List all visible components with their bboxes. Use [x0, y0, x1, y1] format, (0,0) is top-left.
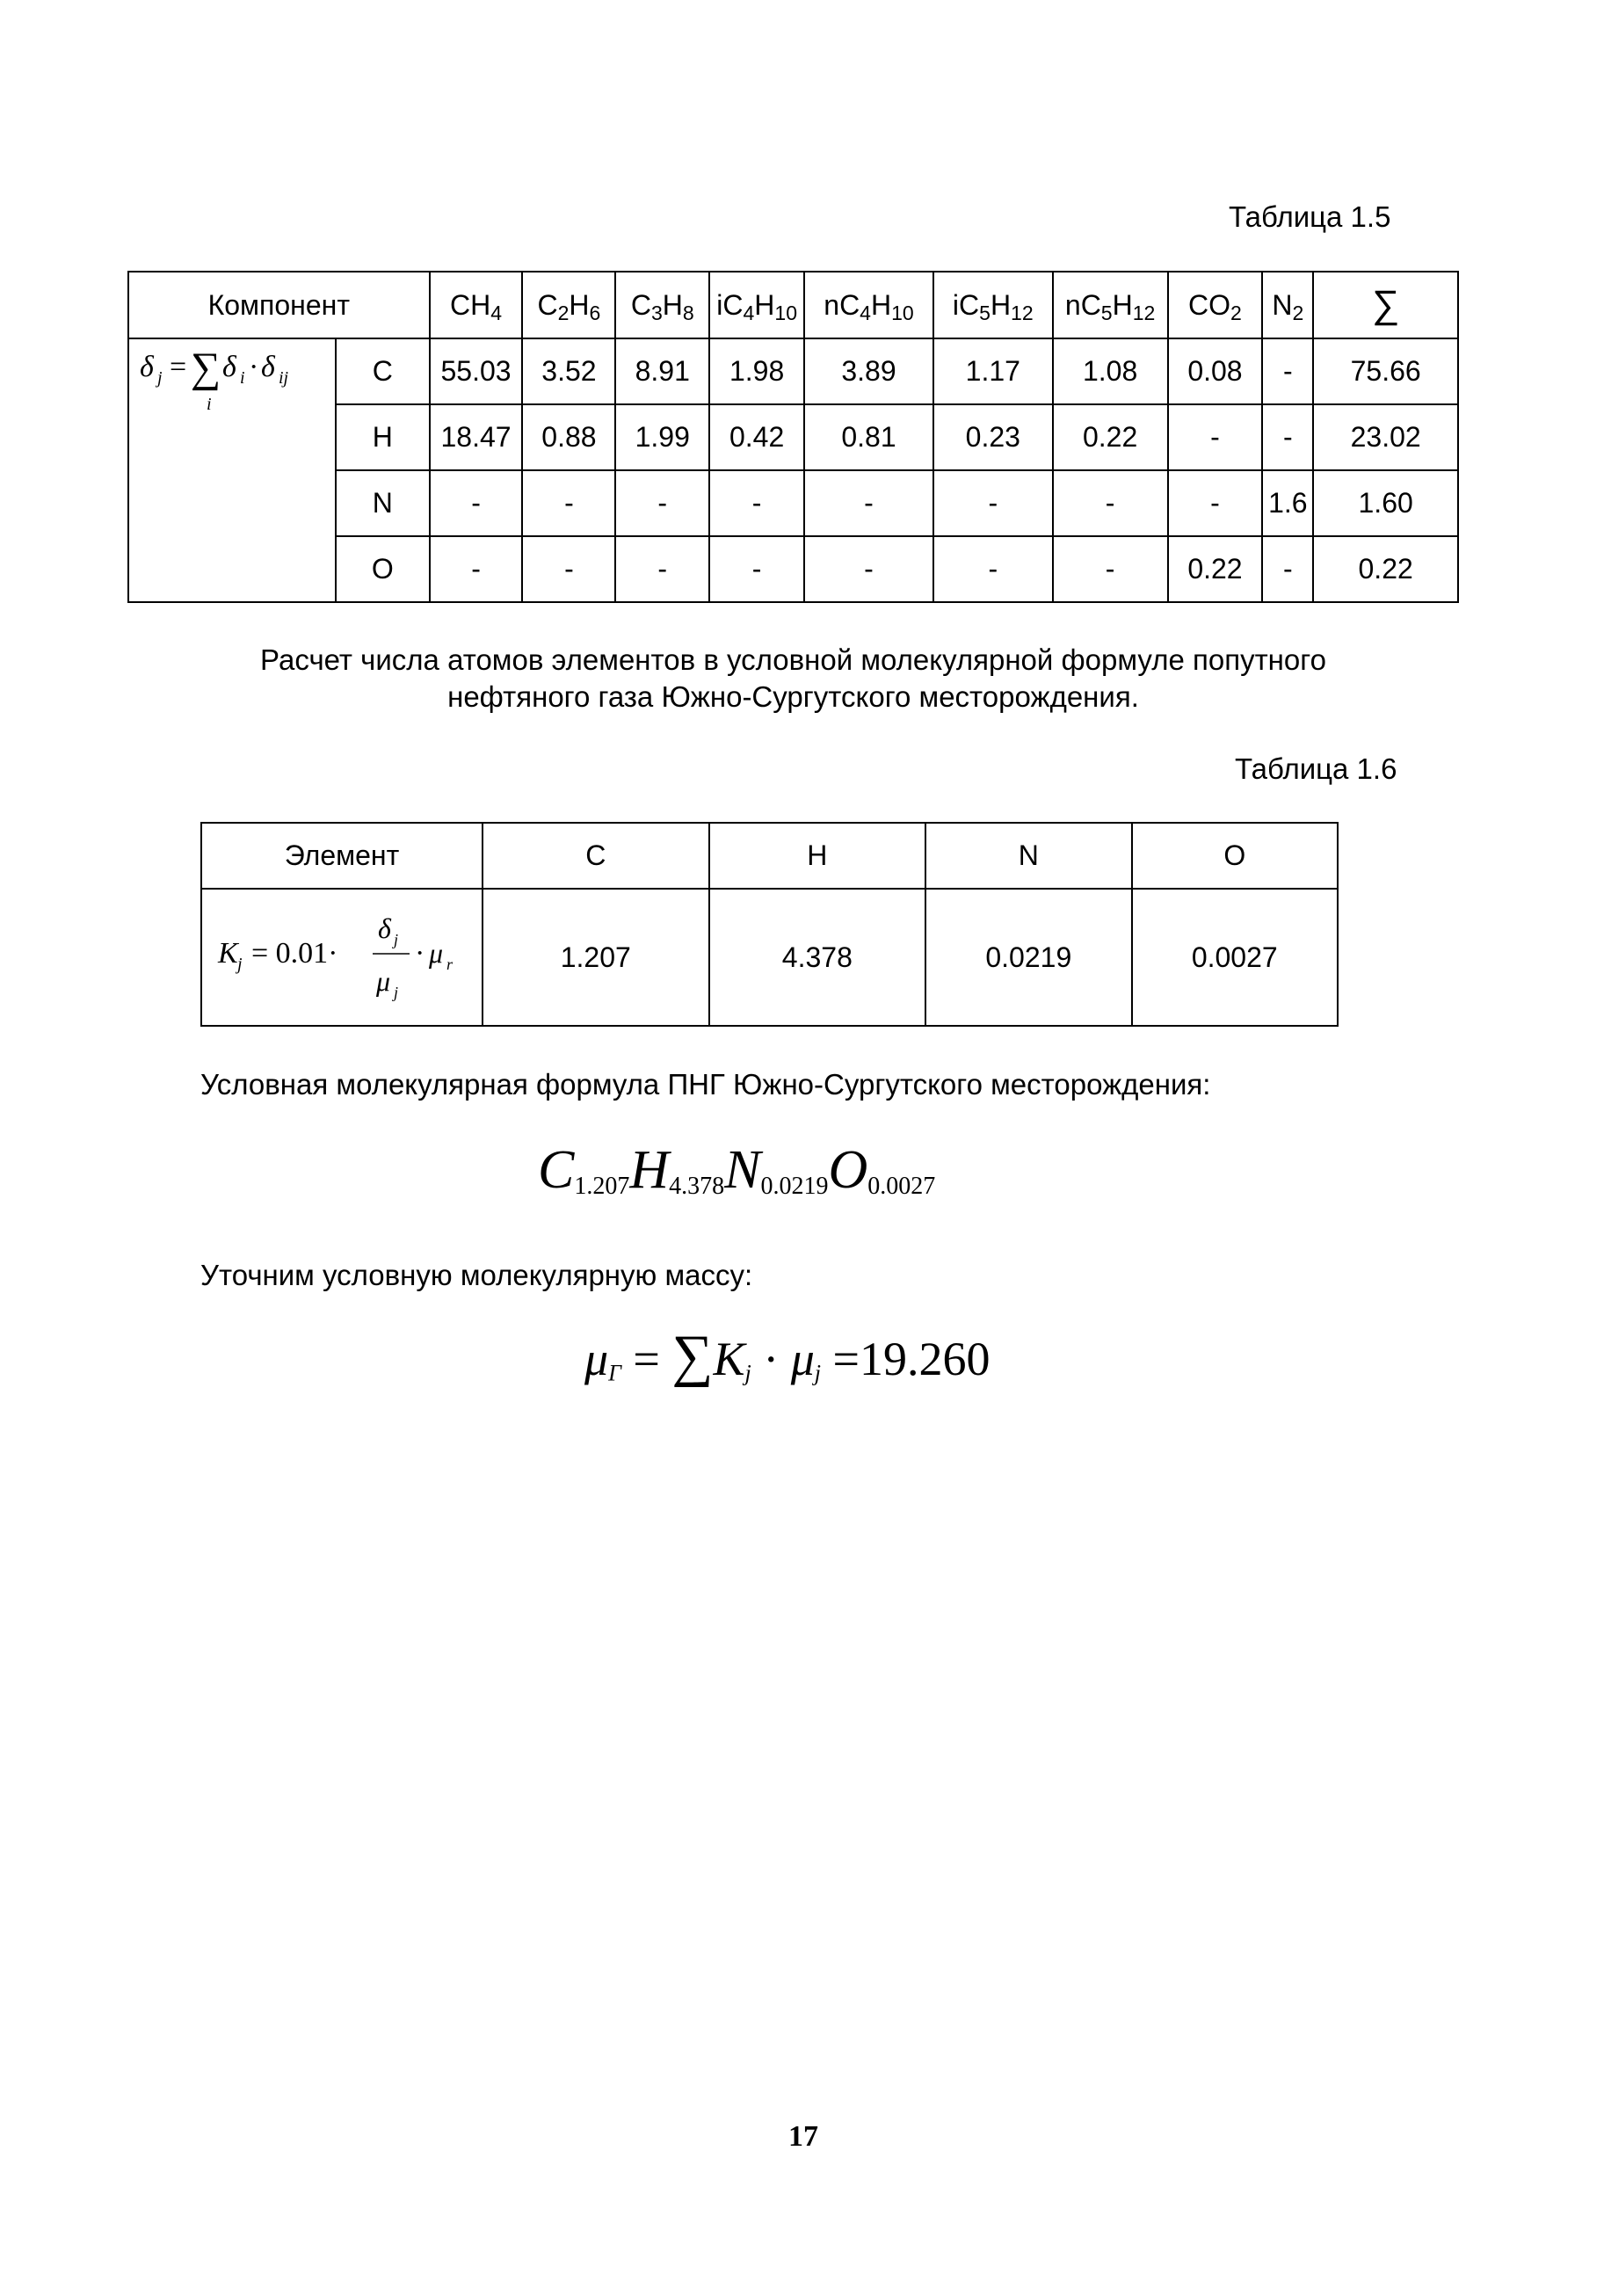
table-1-6 — [200, 822, 1339, 1027]
heading-line-1: Расчет числа атомов элементов в условной молекулярной формуле попутного — [260, 643, 1326, 676]
header-n: N — [925, 823, 1131, 889]
svg-text:i: i — [207, 395, 212, 414]
cell: - — [933, 470, 1053, 536]
cell: 1.17 — [933, 338, 1053, 404]
cell: - — [933, 536, 1053, 602]
cell: 0.0027 — [1132, 889, 1338, 1026]
formula-intro-text: Условная молекулярная формула ПНГ Южно-Сургутского месторождения: — [200, 1068, 1211, 1101]
svg-text:j: j — [393, 931, 398, 948]
table-1-5 — [127, 271, 1459, 603]
cell: - — [1168, 404, 1263, 470]
sub-c: 1.207 — [574, 1173, 630, 1200]
table-row — [201, 889, 1338, 1026]
cell: 18.47 — [430, 404, 523, 470]
sub-h: 4.378 — [669, 1173, 725, 1200]
cell: - — [430, 536, 523, 602]
table-1-6-heading — [127, 642, 1459, 716]
cell: - — [522, 470, 615, 536]
cell: - — [522, 536, 615, 602]
header-c3h8: $C_3H_8$ — [615, 272, 709, 338]
cell: - — [804, 470, 933, 536]
molecular-formula: $C_{1.207}H_{4.378}N_{0.0219}O_{0.0027}$ — [538, 1140, 936, 1200]
header-o: O — [1132, 823, 1338, 889]
cell: - — [1168, 470, 1263, 536]
header-n2: $N_2$ — [1262, 272, 1313, 338]
formula-cell — [128, 338, 336, 602]
mu-subscript: Г — [608, 1360, 621, 1386]
svg-text:·: · — [414, 937, 425, 970]
svg-text:i: i — [240, 368, 245, 388]
svg-text:∑: ∑ — [191, 346, 221, 391]
cell: 1.6 — [1262, 470, 1313, 536]
cell: 55.03 — [430, 338, 523, 404]
svg-text:j: j — [236, 955, 243, 974]
mu-symbol: μ — [584, 1333, 609, 1385]
cell: 0.22 — [1313, 536, 1458, 602]
cell: - — [615, 470, 709, 536]
cell: - — [1053, 536, 1168, 602]
svg-text:j: j — [393, 984, 398, 1001]
svg-text:K: K — [217, 937, 238, 970]
svg-text:j: j — [157, 368, 163, 388]
cell: 0.0219 — [925, 889, 1131, 1026]
k-formula — [206, 892, 478, 1015]
table-row — [128, 338, 1458, 404]
svg-text:μ: μ — [375, 965, 391, 997]
svg-text:·: · — [249, 351, 259, 383]
cell: 8.91 — [615, 338, 709, 404]
cell: 0.22 — [1168, 536, 1263, 602]
svg-text:=: = — [170, 351, 187, 383]
cell: - — [1053, 470, 1168, 536]
element-h: H — [336, 404, 430, 470]
header-co2: $CO_2$ — [1168, 272, 1263, 338]
header-c: C — [483, 823, 709, 889]
sub-o: 0.0027 — [867, 1173, 936, 1200]
cell: 1.99 — [615, 404, 709, 470]
cell: - — [1262, 404, 1313, 470]
table-header-row — [128, 272, 1458, 338]
cell: 0.88 — [522, 404, 615, 470]
header-ch4: $CH_4$ — [430, 272, 523, 338]
header-element: Элемент — [201, 823, 483, 889]
table-1-5-caption: Таблица 1.5 — [1229, 200, 1391, 233]
header-ic4h10: $iC_4H_{10}$ — [709, 272, 804, 338]
header-c2h6: $C_2H_6$ — [522, 272, 615, 338]
cell: 0.08 — [1168, 338, 1263, 404]
element-o: O — [336, 536, 430, 602]
delta-sum-formula — [136, 346, 330, 425]
cell: 1.60 — [1313, 470, 1458, 536]
header-nc5h12: $nC_5H_{12}$ — [1053, 272, 1168, 338]
svg-text:δ: δ — [261, 351, 275, 383]
cell: 3.52 — [522, 338, 615, 404]
cell: - — [709, 536, 804, 602]
mass-value: 19.260 — [860, 1333, 991, 1385]
header-component: Компонент — [128, 272, 430, 338]
cell: - — [615, 536, 709, 602]
header-h: H — [709, 823, 926, 889]
svg-text:δ: δ — [377, 912, 391, 944]
element-n: N — [336, 470, 430, 536]
cell: - — [1262, 338, 1313, 404]
svg-text:μ: μ — [428, 937, 444, 969]
svg-text:r: r — [446, 955, 453, 973]
cell: 0.23 — [933, 404, 1053, 470]
svg-text:= 0.01·: = 0.01· — [250, 937, 338, 970]
svg-text:δ: δ — [140, 351, 154, 383]
sub-n: 0.0219 — [760, 1173, 829, 1200]
cell: 1.207 — [483, 889, 709, 1026]
table-1-6-caption: Таблица 1.6 — [1235, 752, 1397, 785]
cell: 0.22 — [1053, 404, 1168, 470]
mass-intro-text: Уточним условную молекулярную массу: — [200, 1259, 753, 1291]
cell: 23.02 — [1313, 404, 1458, 470]
cell: 0.81 — [804, 404, 933, 470]
heading-line-2: нефтяного газа Южно-Сургутского месторождения. — [447, 680, 1139, 713]
table-header-row — [201, 823, 1338, 889]
cell: 4.378 — [709, 889, 926, 1026]
header-ic5h12: $iC_5H_{12}$ — [933, 272, 1053, 338]
mass-formula: $\mu_Г = \sum K_j \cdot \mu_j =19.260$ — [584, 1324, 991, 1388]
header-nc4h10: $nC_4H_{10}$ — [804, 272, 933, 338]
cell: - — [804, 536, 933, 602]
page-number: 17 — [788, 2120, 818, 2153]
header-sum: ∑ — [1313, 272, 1458, 338]
cell: 0.42 — [709, 404, 804, 470]
cell: - — [709, 470, 804, 536]
cell: - — [1262, 536, 1313, 602]
cell: 3.89 — [804, 338, 933, 404]
cell: 1.98 — [709, 338, 804, 404]
svg-text:ij: ij — [279, 368, 289, 388]
svg-text:δ: δ — [222, 351, 236, 383]
cell: 75.66 — [1313, 338, 1458, 404]
cell: 1.08 — [1053, 338, 1168, 404]
cell: - — [430, 470, 523, 536]
k-formula-cell — [201, 889, 483, 1026]
element-c: C — [336, 338, 430, 404]
